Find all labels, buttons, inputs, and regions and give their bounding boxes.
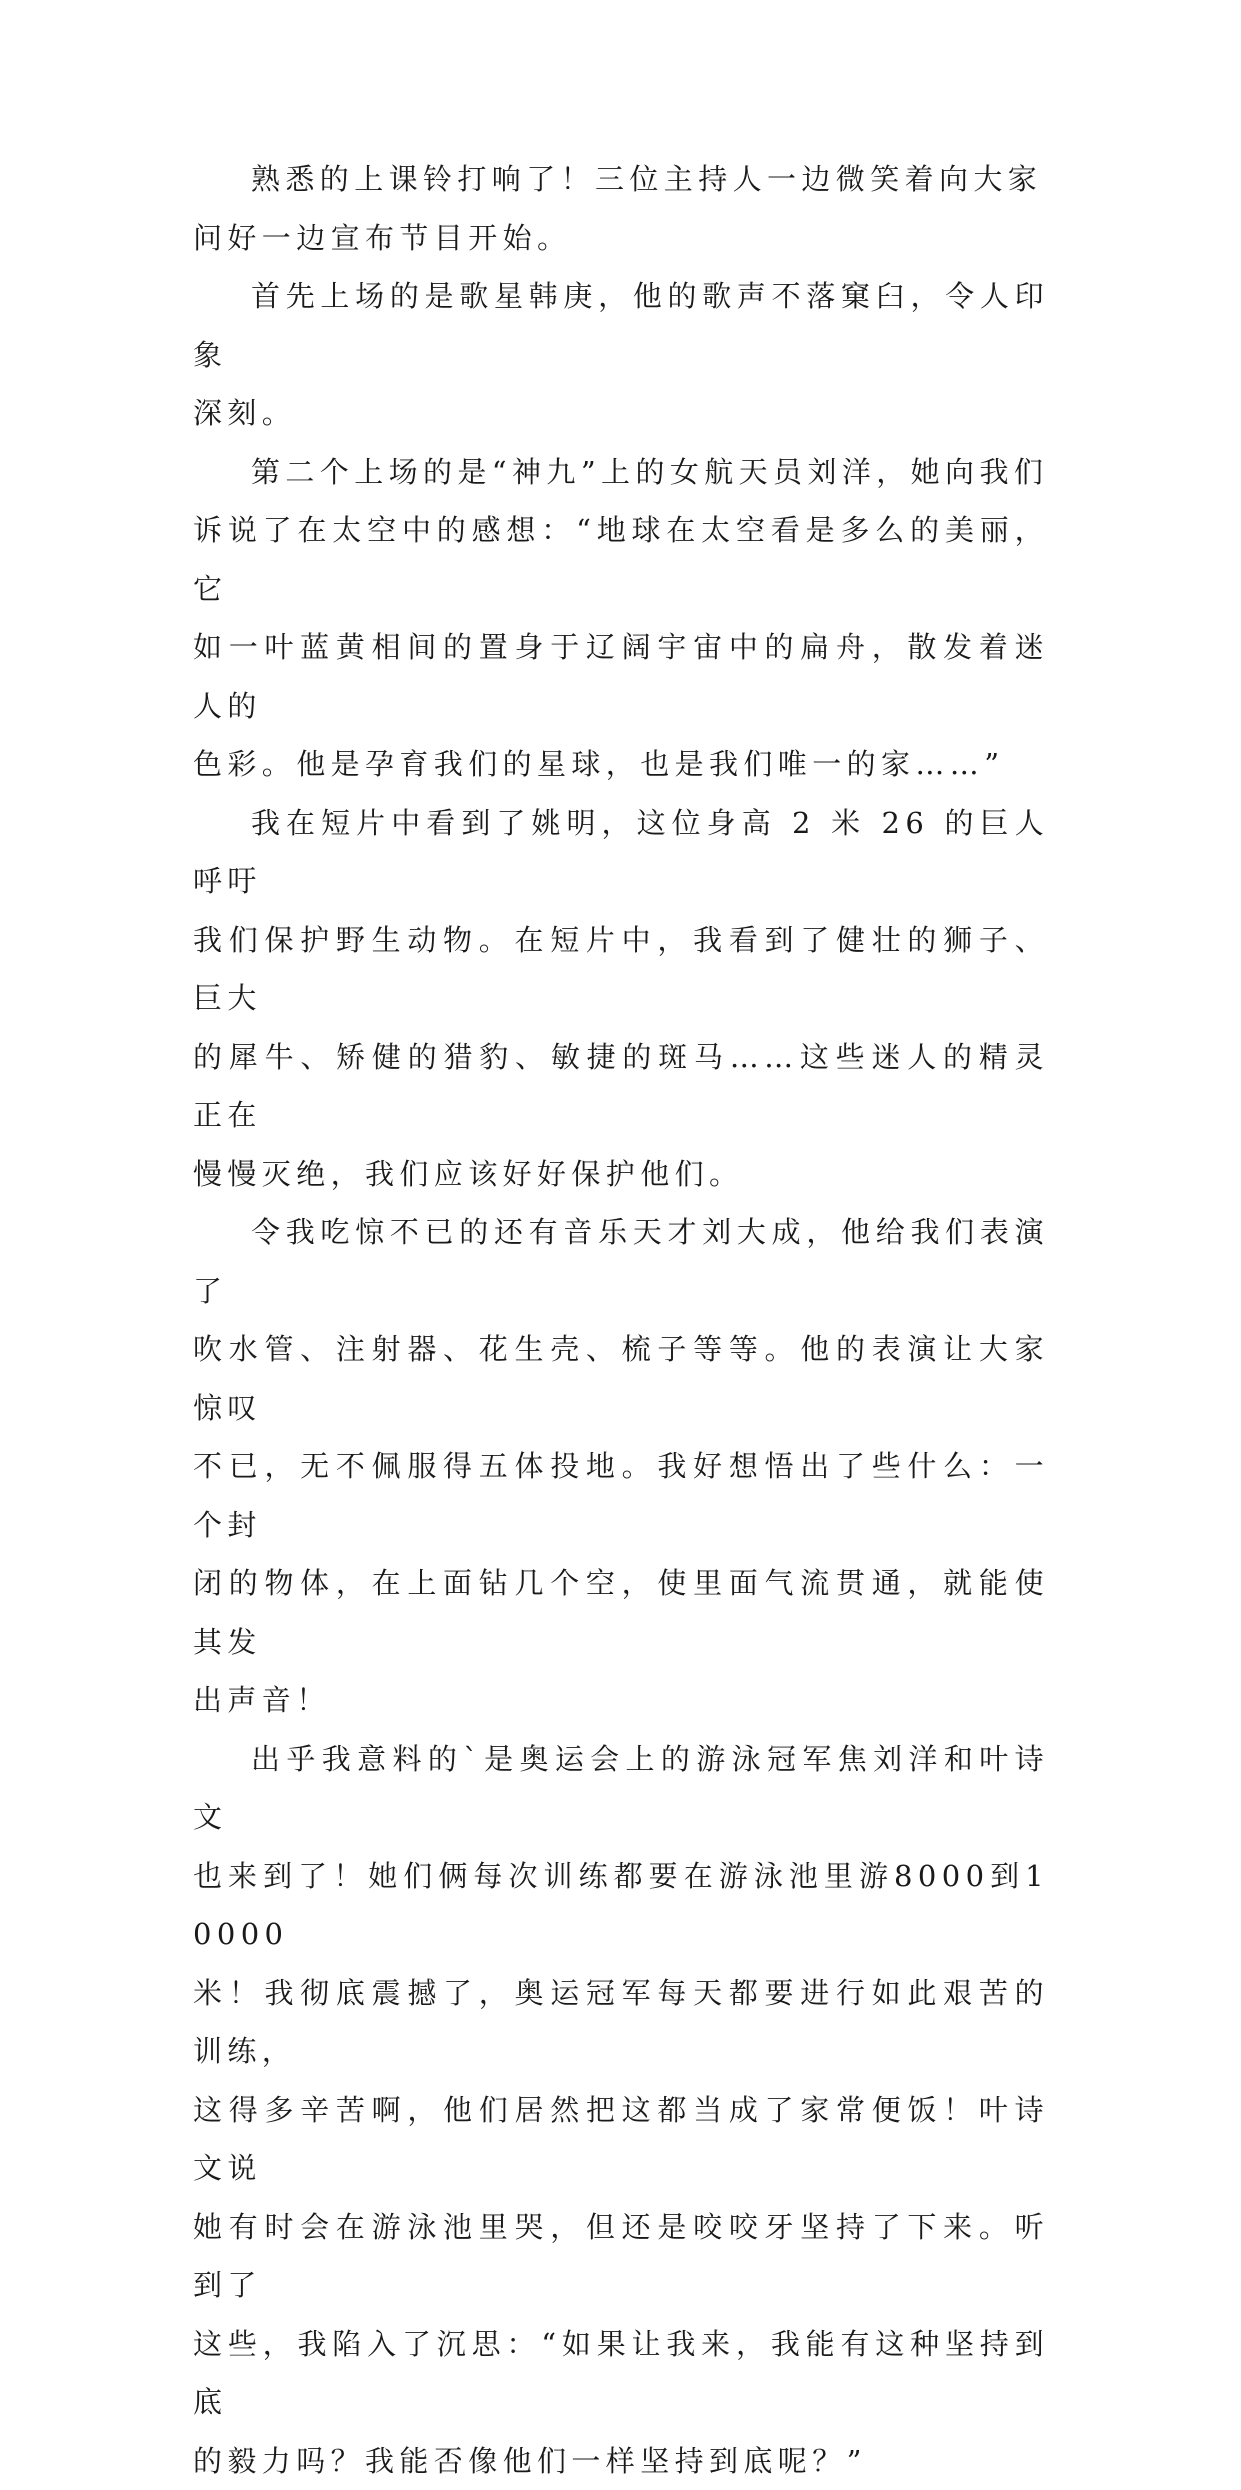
paragraph-line: 她有时会在游泳池里哭，但还是咬咬牙坚持了下来。听到了 <box>193 2198 1049 2315</box>
paragraph-line: 米！我彻底震撼了，奥运冠军每天都要进行如此艰苦的训练， <box>193 1964 1049 2081</box>
paragraph-line: 吹水管、注射器、花生壳、梳子等等。他的表演让大家惊叹 <box>193 1320 1049 1437</box>
paragraph-line: 这些，我陷入了沉思：“如果让我来，我能有这种坚持到底 <box>193 2315 1049 2432</box>
paragraph-line: 令我吃惊不已的还有音乐天才刘大成，他给我们表演了 <box>193 1203 1049 1320</box>
paragraph-6 <box>193 1730 1049 2490</box>
paragraph-line: 深刻。 <box>193 384 1049 443</box>
paragraph-line: 首先上场的是歌星韩庚，他的歌声不落窠臼，令人印象 <box>193 267 1049 384</box>
paragraph-line: 熟悉的上课铃打响了！三位主持人一边微笑着向大家 <box>193 150 1049 209</box>
paragraph-3 <box>193 443 1049 794</box>
paragraph-line: 问好一边宣布节目开始。 <box>193 209 1049 268</box>
document-body <box>193 150 1049 2490</box>
paragraph-line: 如一叶蓝黄相间的置身于辽阔宇宙中的扁舟，散发着迷人的 <box>193 618 1049 735</box>
paragraph-line: 闭的物体，在上面钻几个空，使里面气流贯通，就能使其发 <box>193 1554 1049 1671</box>
paragraph-5 <box>193 1203 1049 1730</box>
paragraph-4 <box>193 794 1049 1204</box>
paragraph-2 <box>193 267 1049 443</box>
paragraph-line: 也来到了！她们俩每次训练都要在游泳池里游8000到10000 <box>193 1847 1049 1964</box>
paragraph-line: 不已，无不佩服得五体投地。我好想悟出了些什么：一个封 <box>193 1437 1049 1554</box>
paragraph-line: 这得多辛苦啊，他们居然把这都当成了家常便饭！叶诗文说 <box>193 2081 1049 2198</box>
paragraph-line: 我们保护野生动物。在短片中，我看到了健壮的狮子、巨大 <box>193 911 1049 1028</box>
paragraph-line: 出乎我意料的`是奥运会上的游泳冠军焦刘洋和叶诗文 <box>193 1730 1049 1847</box>
paragraph-line: 第二个上场的是“神九”上的女航天员刘洋，她向我们 <box>193 443 1049 502</box>
paragraph-line: 慢慢灭绝，我们应该好好保护他们。 <box>193 1145 1049 1204</box>
paragraph-line: 色彩。他是孕育我们的星球，也是我们唯一的家……” <box>193 735 1049 794</box>
paragraph-line: 出声音！ <box>193 1671 1049 1730</box>
paragraph-line: 我在短片中看到了姚明，这位身高 2 米 26 的巨人呼吁 <box>193 794 1049 911</box>
paragraph-line: 的犀牛、矫健的猎豹、敏捷的斑马……这些迷人的精灵正在 <box>193 1028 1049 1145</box>
paragraph-1 <box>193 150 1049 267</box>
paragraph-line: 的毅力吗？我能否像他们一样坚持到底呢？” <box>193 2432 1049 2490</box>
paragraph-line: 诉说了在太空中的感想：“地球在太空看是多么的美丽，它 <box>193 501 1049 618</box>
